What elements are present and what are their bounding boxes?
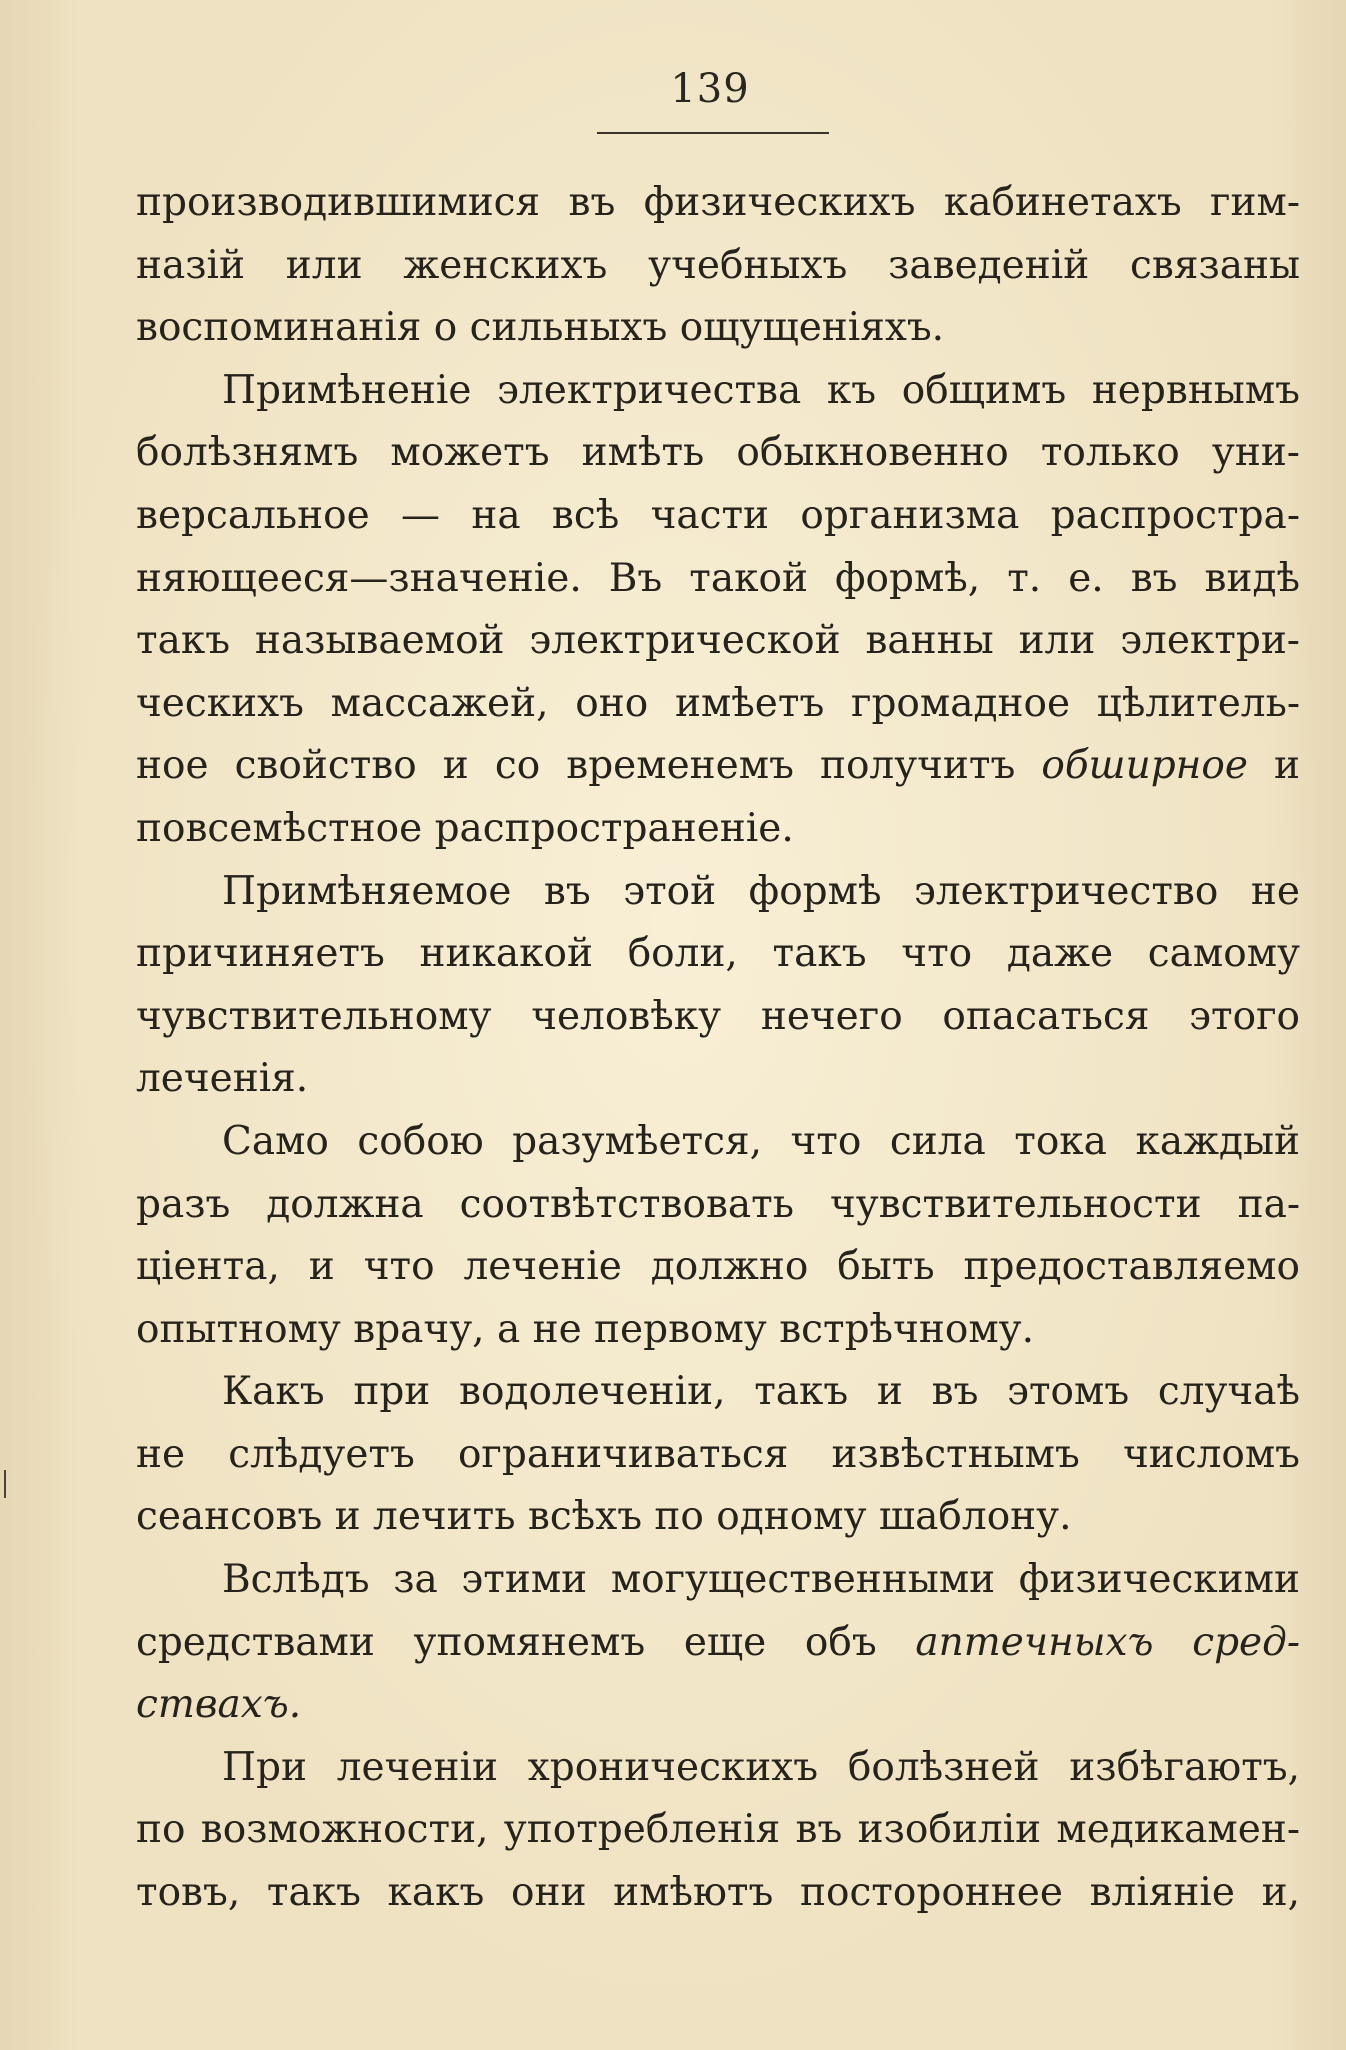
text-line: Примѣняемое въ этой формѣ электричество не	[222, 868, 1300, 914]
text-line: чувствительному человѣку нечего опасаться этого	[136, 993, 1300, 1039]
text-line: версальное — на всѣ части организма распростра-	[136, 492, 1300, 538]
body-text	[136, 172, 1300, 1925]
text-line: не слѣдуетъ ограничиваться извѣстнымъ числомъ	[136, 1431, 1300, 1477]
text-line: болѣзнямъ можетъ имѣть обыкновенно только уни-	[136, 430, 1300, 476]
text-line: Само собою разумѣется, что сила тока каждый	[222, 1118, 1300, 1164]
italic-text: обширное	[1041, 743, 1248, 789]
margin-mark	[4, 1470, 6, 1498]
text-line: ціента, и что леченіе должно быть предоставляемо	[136, 1244, 1300, 1290]
text-line: опытному врачу, а не первому встрѣчному.	[136, 1306, 1035, 1352]
text-line: няющееся—значеніе. Въ такой формѣ, т. е. въ видѣ	[136, 555, 1300, 601]
header-rule	[597, 132, 829, 134]
text-line: средствами упомянемъ еще объ аптечныхъ сред-	[136, 1619, 1300, 1665]
text-line: Какъ при водолеченіи, такъ и въ этомъ случаѣ	[222, 1369, 1300, 1415]
text-line: ное свойство и со временемъ получитъ обширное и	[136, 743, 1300, 789]
text-line: производившимися въ физическихъ кабинетахъ гим-	[136, 180, 1300, 225]
italic-text: аптечныхъ сред-	[915, 1619, 1300, 1665]
text-line: разъ должна соотвѣтствовать чувствительности па-	[136, 1181, 1300, 1227]
text-line: товъ, такъ какъ они имѣютъ постороннее вліяніе и,	[136, 1870, 1300, 1916]
text-line: Вслѣдъ за этими могущественными физическими	[222, 1557, 1300, 1603]
text-line: леченія.	[136, 1056, 309, 1102]
text-line: При леченіи хроническихъ болѣзней избѣгаютъ,	[222, 1744, 1300, 1790]
text-line: по возможности, употребленія въ изобиліи медикамен-	[136, 1807, 1300, 1853]
text-line: назій или женскихъ учебныхъ заведеній связаны	[136, 242, 1300, 288]
text-line: воспоминанія о сильныхъ ощущеніяхъ.	[136, 305, 945, 351]
text-line	[136, 1674, 1300, 1737]
italic-text: ствахъ.	[136, 1682, 302, 1728]
text-line: повсемѣстное распространеніе.	[136, 805, 794, 851]
text-line: такъ называемой электрической ванны или электри-	[136, 618, 1300, 664]
text-line: причиняетъ никакой боли, такъ что даже самому	[136, 931, 1300, 977]
text-line: Примѣненіе электричества къ общимъ нервнымъ	[222, 367, 1300, 413]
page-number: 139	[670, 66, 750, 112]
text-line: ческихъ массажей, оно имѣетъ громадное цѣлитель-	[136, 680, 1300, 726]
text-line: сеансовъ и лечить всѣхъ по одному шаблону.	[136, 1494, 1072, 1540]
